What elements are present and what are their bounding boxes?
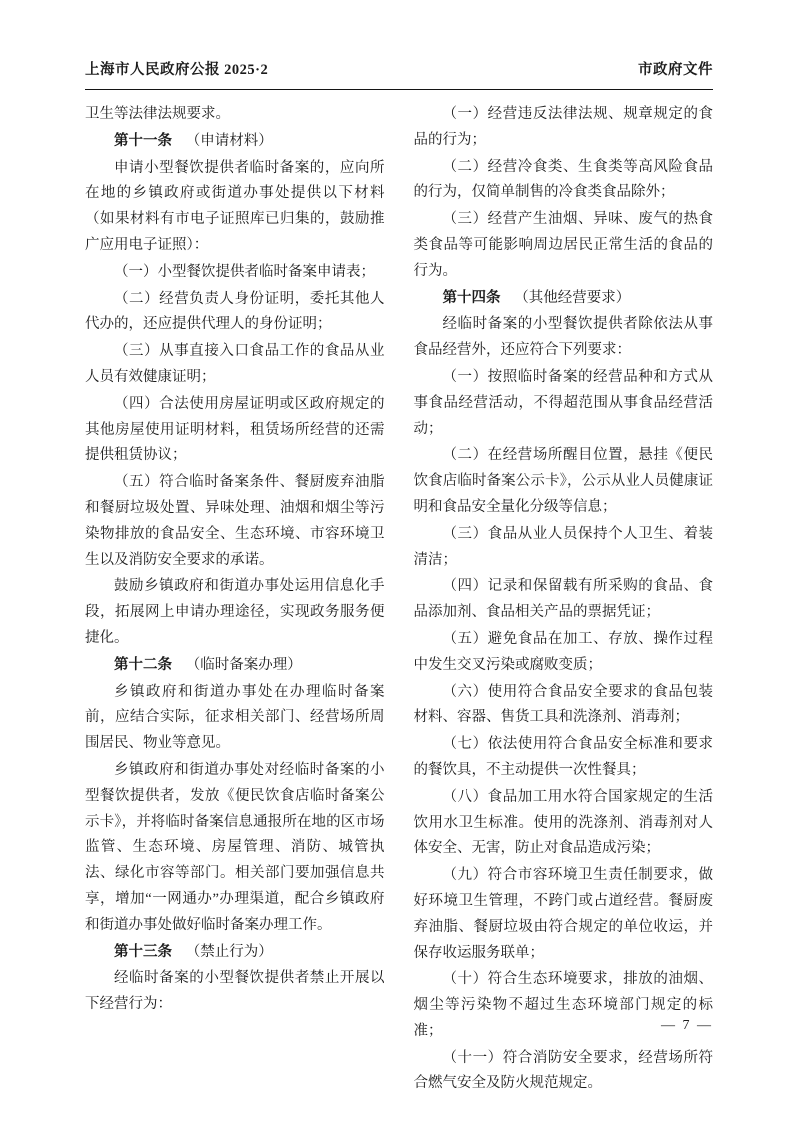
paragraph: 鼓励乡镇政府和街道办事处运用信息化手段，拓展网上申请办理途径，实现政务服务便捷化。 <box>85 578 385 646</box>
article-body <box>85 101 713 1098</box>
article-title: （临时备案办理） <box>185 656 302 673</box>
paragraph: （八）食品加工用水符合国家规定的生活饮用水卫生标准。使用的洗涤剂、消毒剂对人体安全、无害，防止对食品造成污染； <box>413 788 713 857</box>
paragraph: （七）依法使用符合食品安全标准和要求的餐饮具，不主动提供一次性餐具； <box>413 736 713 778</box>
section-label: 市政府文件 <box>638 62 713 78</box>
page-number: — 7 — <box>661 1018 713 1033</box>
left-column <box>85 101 385 1098</box>
paragraph: 申请小型餐饮提供者临时备案的，应向所在地的乡镇政府或街道办事处提供以下材料（如果材料有市电子证照库已归集的，鼓励推广应用电子证照）： <box>85 159 385 253</box>
paragraph: 乡镇政府和街道办事处对经临时备案的小型餐饮提供者，发放《便民饮食店临时备案公示卡》，并将临时备案信息通报所在地的区市场监管、生态环境、房屋管理、消防、城管执法、绿化市容等部门。相关部门要加强信息共享，增加“一网通办”办理渠道，配合乡镇政府和街道办事处做好临时备案办理工作。 <box>85 761 385 933</box>
page-footer <box>85 1018 719 1034</box>
header-rule <box>85 89 713 90</box>
paragraph: （一）经营违反法律法规、规章规定的食品的行为； <box>413 106 713 148</box>
paragraph: （一）小型餐饮提供者临时备案申请表； <box>114 263 375 280</box>
article-number: 第十一条 <box>114 132 172 149</box>
paragraph: 经临时备案的小型餐饮提供者禁止开展以下经营行为： <box>85 970 385 1013</box>
article-heading <box>85 653 385 679</box>
paragraph: （四）合法使用房屋证明或区政府规定的其他房屋使用证明材料，租赁场所经营的还需提供租赁协议； <box>85 395 385 464</box>
paragraph: （五）符合临时备案条件、餐厨废弃油脂和餐厨垃圾处置、异味处理、油烟和烟尘等污染物排放的食品安全、生态环境、市容环境卫生以及消防安全要求的承诺。 <box>85 474 385 568</box>
article-title: （其他经营要求） <box>514 289 631 306</box>
paragraph: （一）按照临时备案的经营品种和方式从事食品经营活动，不得超范围从事食品经营活动； <box>413 368 713 437</box>
paragraph: （三）食品从业人员保持个人卫生、着装清洁； <box>413 525 713 568</box>
article-number: 第十三条 <box>114 943 172 960</box>
paragraph: （六）使用符合食品安全要求的食品包装材料、容器、售货工具和洗涤剂、消毒剂； <box>413 683 713 726</box>
paragraph: （九）符合市容环境卫生责任制要求，做好环境卫生管理，不跨门或占道经营。餐厨废弃油脂、餐厨垃圾由符合规定的单位收运，并保存收运服务联单； <box>413 867 713 961</box>
article-number: 第十四条 <box>442 289 501 306</box>
paragraph: （十一）符合消防安全要求，经营场所符合燃气安全及防火规范规定。 <box>413 1049 713 1092</box>
article-title: （禁止行为） <box>185 943 273 960</box>
paragraph: （二）经营冷食类、生食类等高风险食品的行为，仅简单制售的冷食类食品除外； <box>413 158 713 201</box>
paragraph: 乡镇政府和街道办事处在办理临时备案前，应结合实际，征求相关部门、经营场所周围居民、物业等意见。 <box>85 683 385 752</box>
right-column <box>414 101 714 1098</box>
paragraph: （五）避免食品在加工、存放、操作过程中发生交叉污染或腐败变质； <box>413 630 713 673</box>
paragraph: （二）经营负责人身份证明，委托其他人代办的，还应提供代理人的身份证明； <box>85 290 385 333</box>
article-heading <box>85 129 385 155</box>
page-header <box>85 58 713 79</box>
paragraph: （三）经营产生油烟、异味、废气的热食类食品等可能影响周边居民正常生活的食品的行为。 <box>413 211 713 279</box>
article-title: （申请材料） <box>185 132 273 149</box>
paragraph: （三）从事直接入口食品工作的食品从业人员有效健康证明； <box>85 343 385 385</box>
article-heading <box>414 286 714 312</box>
paragraph: 经临时备案的小型餐饮提供者除依法从事食品经营外，还应符合下列要求： <box>413 316 713 359</box>
gazette-title: 上海市人民政府公报 2025·2 <box>85 62 269 78</box>
paragraph: （四）记录和保留载有所采购的食品、食品添加剂、食品相关产品的票据凭证； <box>413 578 713 621</box>
paragraph: 卫生等法律法规要求。 <box>85 106 230 122</box>
paragraph: （十）符合生态环境要求，排放的油烟、烟尘等污染物不超过生态环境部门规定的标准； <box>413 971 713 1039</box>
article-heading <box>85 940 385 966</box>
paragraph: （二）在经营场所醒目位置，悬挂《便民饮食店临时备案公示卡》，公示从业人员健康证明和食品安全量化分级等信息； <box>413 447 713 515</box>
article-number: 第十二条 <box>114 656 172 673</box>
